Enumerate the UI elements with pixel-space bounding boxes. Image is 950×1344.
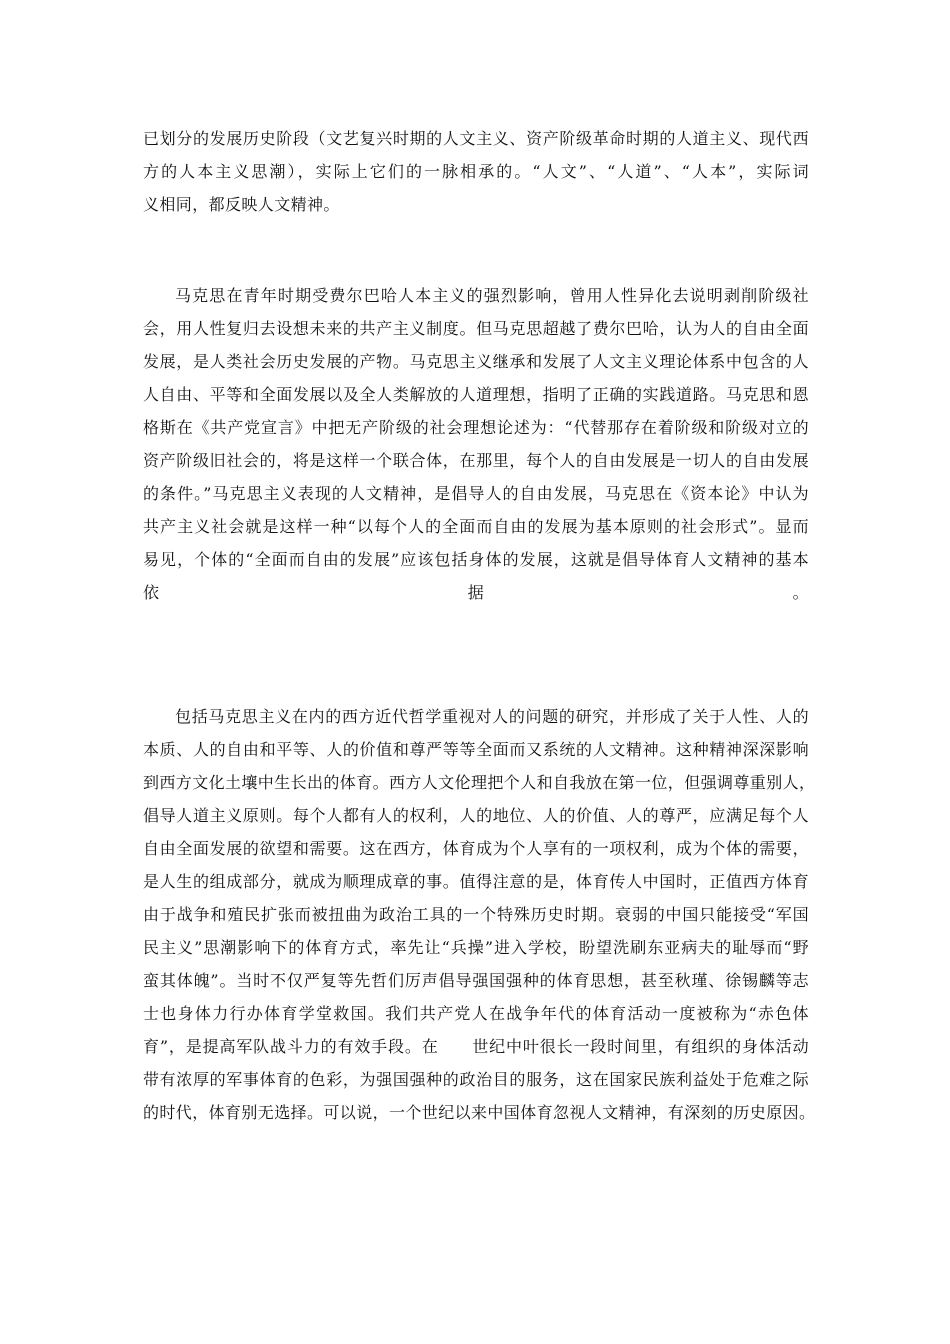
text-line: 马克思在青年时期受费尔巴哈人本主义的强烈影响，曾用人性异化去说明剥削阶级社 [175,286,809,305]
text-line [143,611,809,641]
text-line: 共产主义社会就是这样一种“以每个人的全面而自由的发展为基本原则的社会形式”。显而 [143,517,809,536]
text-line: 格斯在《共产党宣言》中把无产阶级的社会理想论述为：“代替那存在着阶级和阶级对立的 [143,418,809,437]
text-line: 义相同，都反映人文精神。 [143,195,340,214]
text-line: 包括马克思主义在内的西方近代哲学重视对人的问题的研究，并形成了关于人性、人的 [175,707,809,726]
text-line: 蛮其体魄”。当时不仅严复等先哲们厉声倡导强国强种的体育思想，甚至秋瑾、徐锡麟等志 [143,971,809,990]
text-line: 本质、人的自由和平等、人的价值和尊严等等全面而又系统的人文精神。这种精神深深影响 [143,740,809,759]
text-line: 到西方文化土壤中生长出的体育。西方人文伦理把个人和自我放在第一位，但强调尊重别人， [143,773,816,792]
text-line: 民主义”思潮影响下的体育方式，率先让“兵操”进入学校，盼望洗刷东亚病夫的耻辱而“野 [143,938,809,957]
text-line: 发展，是人类社会历史发展的产物。马克思主义继承和发展了人文主义理论体系中包含的人 [143,352,809,371]
text-line: 倡导人道主义原则。每个人都有人的权利，人的地位、人的价值、人的尊严，应满足每个人 [143,806,809,825]
text-line: 的条件。”马克思主义表现的人文精神，是倡导人的自由发展，马克思在《资本论》中认为 [143,484,809,503]
text-line: 士也身体力行办体育学堂救国。我们共产党人在战争年代的体育活动一度被称为“赤色体 [143,1004,809,1023]
text-line: 资产阶级旧社会的，将是这样一个联合体，在那里，每个人的自由发展是一切人的自由发展 [143,451,809,470]
text-line: 人自由、平等和全面发展以及全人类解放的人道理想，指明了正确的实践道路。马克思和恩 [143,385,809,404]
text-line: 的时代，体育别无选择。可以说，一个世纪以来中国体育忽视人文精神，有深刻的历史原因。 [143,1103,816,1122]
text-line: 依据。 [143,583,809,602]
text-line: 易见，个体的“全面而自由的发展”应该包括身体的发展，这就是倡导体育人文精神的基本 [143,550,809,569]
text-line: 是人生的组成部分，就成为顺理成章的事。值得注意的是，体育传人中国时，正值西方体育 [143,872,809,891]
text-line: 会，用人性复归去设想未来的共产主义制度。但马克思超越了费尔巴哈，认为人的自由全面 [143,319,809,338]
text-line: 自由全面发展的欲望和需要。这在西方，体育成为个人享有的一项权利，成为个体的需要， [143,839,809,858]
text-line: 由于战争和殖民扩张而被扭曲为政治工具的一个特殊历史时期。衰弱的中国只能接受“军国 [143,905,809,924]
text-line: 带有浓厚的军事体育的色彩，为强国强种的政治目的服务，这在国家民族利益处于危难之际 [143,1070,809,1089]
text-line: 育”，是提高军队战斗力的有效手段。在 世纪中叶很长一段时间里，有组织的身体活动 [143,1037,809,1056]
text-line: 已划分的发展历史阶段（文艺复兴时期的人文主义、资产阶级革命时期的人道主义、现代西 [143,129,809,148]
text-line: 方的人本主义思潮），实际上它们的一脉相承的。“人文”、“人道”、“人本”，实际词 [143,162,809,181]
